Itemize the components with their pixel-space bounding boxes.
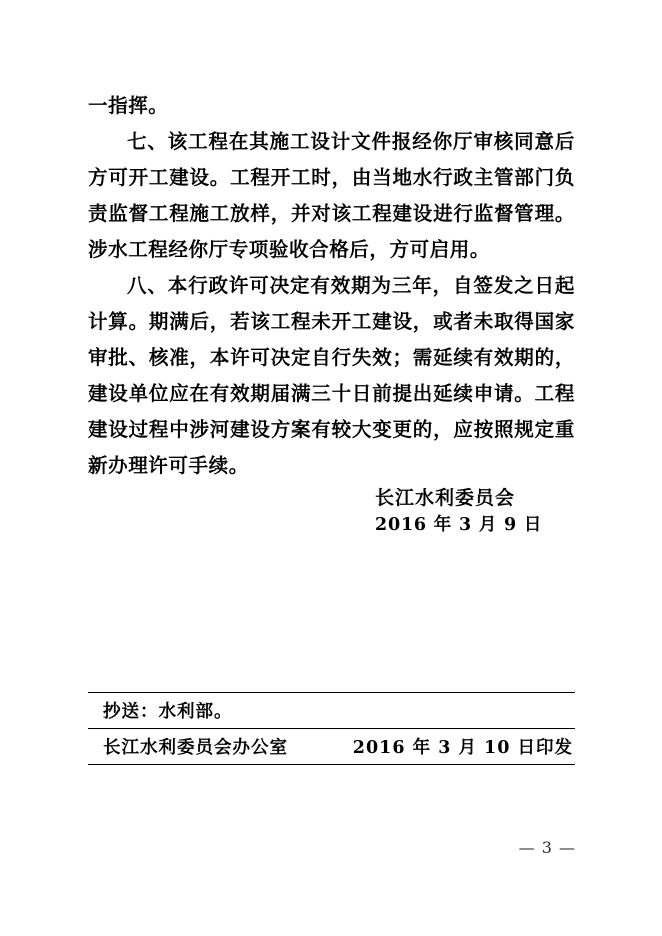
footer-rule-bottom (88, 764, 575, 765)
footer-distribution-block (88, 692, 575, 765)
body-paragraph-continuation: 一指挥。 (88, 94, 169, 117)
signature-issuer: 长江水利委员会 (375, 487, 516, 509)
footer-row-copy-to (88, 693, 575, 728)
footer-copy-to-text: 抄送：水利部。 (103, 702, 233, 722)
footer-row-office (88, 729, 575, 764)
footer-office-text: 长江水利委员会办公室 (103, 738, 288, 758)
signature-block (375, 485, 585, 539)
document-body (88, 88, 575, 484)
body-paragraph-item-7: 七、该工程在其施工设计文件报经你厅审核同意后方可开工建设。工程开工时，由当地水行政主管部门负责监督工程施工放样，并对该工程建设进行监督管理。涉水工程经你厅专项验收合格后，方可启用。 (88, 130, 575, 261)
body-paragraph-item-8: 八、本行政许可决定有效期为三年，自签发之日起计算。期满后，若该工程未开工建设，或者未取得国家审批、核准，本许可决定自行失效；需延续有效期的，建设单位应在有效期届满三十日前提出延续申请。工程建设过程中涉河建设方案有较大变更的，应按照规定重新办理许可手续。 (88, 274, 575, 477)
page-number: — 3 — (518, 838, 576, 857)
signature-date: 2016 年 3 月 9 日 (375, 515, 543, 535)
footer-print-date-text: 2016 年 3 月 10 日印发 (352, 738, 573, 758)
